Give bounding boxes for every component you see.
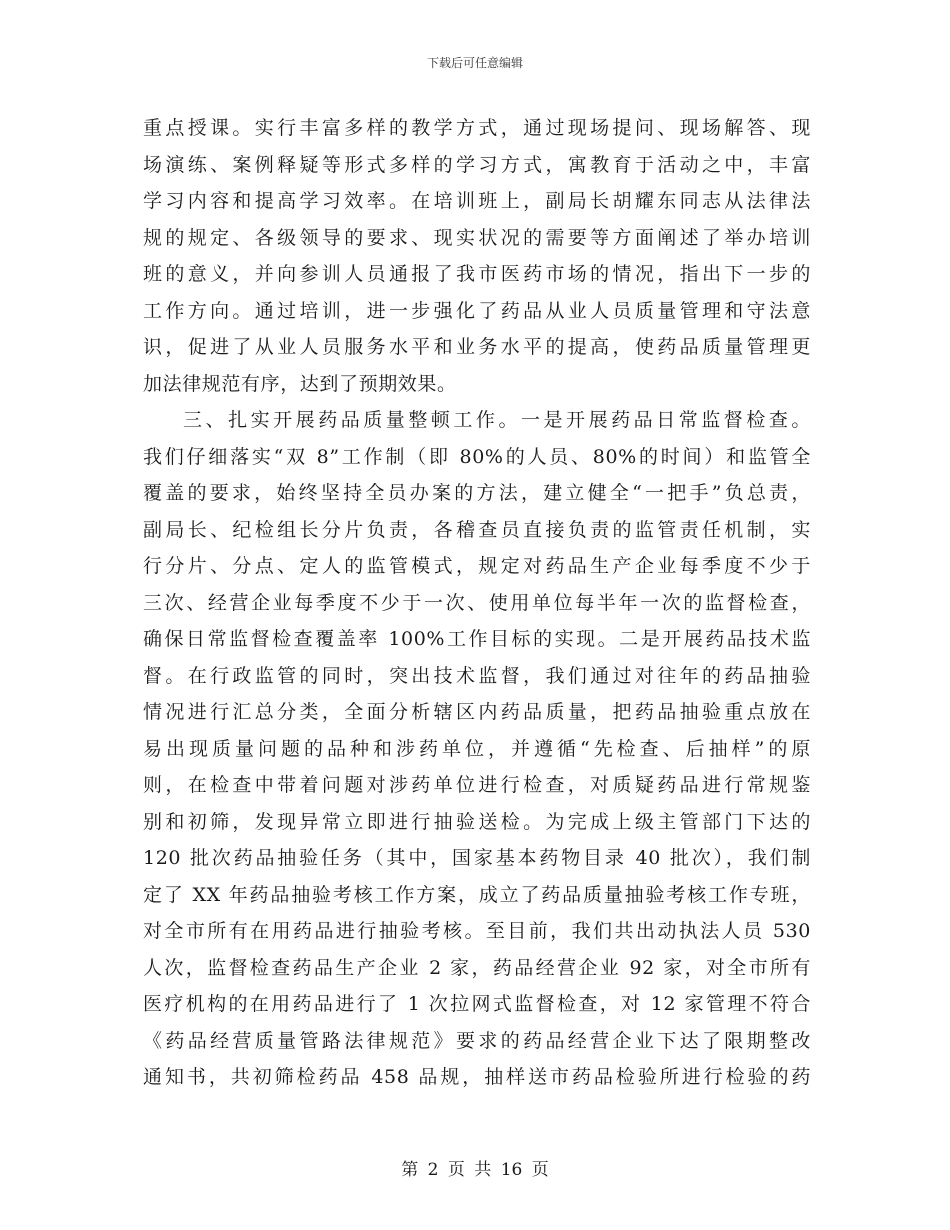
body-line-15: 确保日常监督检查覆盖率 100%工作目标的实现。二是开展药品技术监: [143, 628, 811, 650]
body-line-22: 定了 XX 年药品抽验考核工作方案，成立了药品质量抽验考核工作专班，: [143, 883, 811, 906]
body-line-20: 别和初筛，发现异常立即进行抽验送检。为完成上级主管部门下达的: [143, 810, 811, 833]
body-line-5: 班的意义，并向参训人员通报了我市医药市场的情况，指出下一步的: [143, 263, 811, 285]
body-line-19: 则，在检查中带着问题对涉药单位进行检查，对质疑药品进行常规鉴: [143, 774, 811, 796]
body-line-9: 三、扎实开展药品质量整顿工作。一是开展药品日常监督检查。: [183, 409, 811, 431]
body-line-10: 我们仔细落实“双 8”工作制（即 80%的人员、80%的时间）和监管全: [143, 445, 811, 468]
body-line-11: 覆盖的要求，始终坚持全员办案的方法，建立健全“一把手”负总责，: [143, 482, 811, 504]
body-line-12: 副局长、纪检组长分片负责，各稽查员直接负责的监管责任机制，实: [143, 518, 811, 541]
body-line-16: 督。在行政监管的同时，突出技术监督，我们通过对往年的药品抽验: [143, 664, 811, 687]
body-line-4: 规的规定、各级领导的要求、现实状况的需要等方面阐述了举办培训: [143, 226, 811, 249]
body-line-7: 识，促进了从业人员服务水平和业务水平的提高，使药品质量管理更: [143, 336, 811, 358]
body-line-26: 《药品经营质量管路法律规范》要求的药品经营企业下达了限期整改: [143, 1029, 811, 1052]
body-line-13: 行分片、分点、定人的监管模式，规定对药品生产企业每季度不少于: [143, 555, 811, 577]
body-line-6: 工作方向。通过培训，进一步强化了药品从业人员质量管理和守法意: [143, 299, 811, 322]
body-line-3: 学习内容和提高学习效率。在培训班上，副局长胡耀东同志从法律法: [143, 190, 811, 212]
document-body: [143, 110, 811, 1096]
body-line-2: 场演练、案例释疑等形式多样的学习方式，寓教育于活动之中，丰富: [143, 153, 811, 176]
page-header: 下载后可任意编辑: [426, 56, 523, 70]
body-line-21: 120 批次药品抽验任务（其中，国家基本药物目录 40 批次），我们制: [143, 847, 811, 869]
body-line-17: 情况进行汇总分类，全面分析辖区内药品质量，把药品抽验重点放在: [143, 701, 811, 723]
page-number-footer: 第 2 页 共 16 页: [401, 1160, 549, 1180]
body-line-27: 通知书，共初筛检药品 458 品规，抽样送市药品检验所进行检验的药: [143, 1066, 811, 1088]
body-line-25: 医疗机构的在用药品进行了 1 次拉网式监督检查，对 12 家管理不符合: [143, 993, 811, 1015]
body-line-24: 人次，监督检查药品生产企业 2 家，药品经营企业 92 家，对全市所有: [143, 956, 811, 979]
body-line-18: 易出现质量问题的品种和涉药单位，并遵循“先检查、后抽样”的原: [143, 737, 811, 760]
body-line-8: 加法律规范有序，达到了预期效果。: [143, 372, 457, 395]
body-line-23: 对全市所有在用药品进行抽验考核。至目前，我们共出动执法人员 530: [143, 920, 811, 942]
body-line-1: 重点授课。实行丰富多样的教学方式，通过现场提问、现场解答、现: [143, 117, 811, 139]
body-line-14: 三次、经营企业每季度不少于一次、使用单位每半年一次的监督检查，: [143, 591, 811, 614]
